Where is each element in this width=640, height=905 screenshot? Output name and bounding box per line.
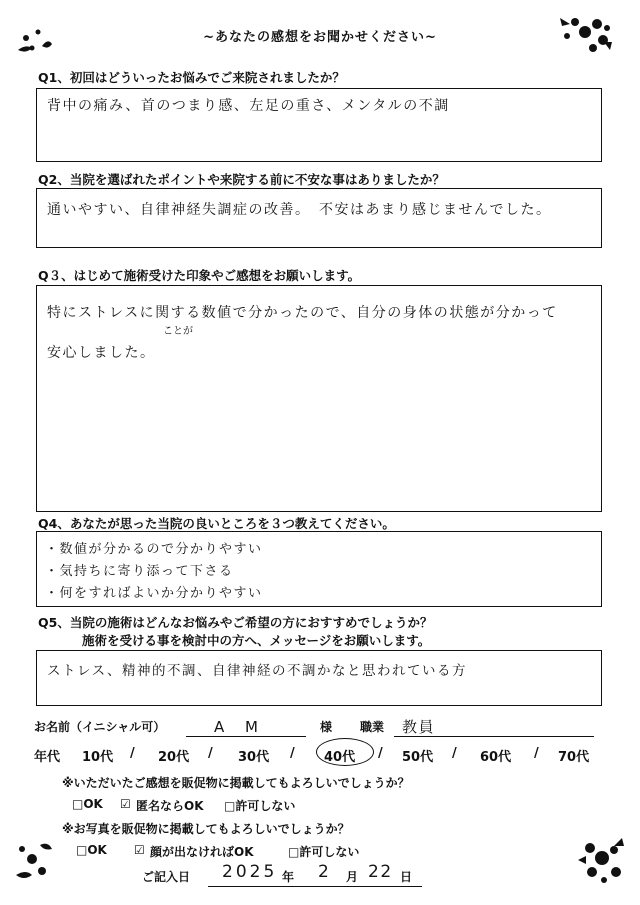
consent-2-question: ※お写真を販促物に掲載してもよろしいでしょうか？ [62,822,350,836]
question-1-answer-box[interactable] [36,88,602,162]
age-option-50[interactable]: 50代 [402,750,434,765]
name-label: お名前（イニシャル可） [34,720,166,734]
question-4-label: Q4、あなたが思った当院の良いところを３つ教えてください。 [38,516,395,531]
age-option-70[interactable]: 70代 [558,750,590,765]
consent-1-ok[interactable]: □OK [72,797,103,811]
age-option-10[interactable]: 10代 [82,750,114,765]
job-label: 職業 [360,720,385,734]
question-4-answer-2: ・気持ちに寄り添って下さる [45,564,234,579]
date-day-unit: 日 [400,870,413,884]
age-separator: / [208,746,213,761]
question-4-answer-3: ・何をすればよいか分かりやすい [45,586,263,601]
consent-2-ok[interactable]: □OK [76,843,107,857]
date-month: 2 [318,862,331,882]
question-5-label-2: 施術を受ける事を検討中の方へ、メッセージをお願いします。 [82,633,431,648]
consent-2-deny[interactable]: □許可しない [288,845,360,859]
consent-1-anonymous[interactable]: 匿名ならOK [136,799,204,813]
name-value: A M [214,718,266,736]
question-2-answer: 通いやすい、自律神経失調症の改善。 不安はあまり感じませんでした。 [47,202,552,218]
age-option-30[interactable]: 30代 [238,750,270,765]
question-4-answer-1: ・数値が分かるので分かりやすい [45,542,263,557]
consent-1-anonymous-checkbox[interactable]: ☑ [120,797,131,811]
date-year: 2025 [222,862,278,882]
question-5-answer-box[interactable] [36,650,602,706]
question-1-answer: 背中の痛み、首のつまり感、左足の重さ、メンタルの不調 [47,98,450,114]
age-separator: / [378,746,383,761]
date-year-unit: 年 [282,870,295,884]
age-separator: / [452,746,457,761]
consent-2-no-face[interactable]: 顔が出なければOK [150,845,254,859]
consent-1-question: ※いただいたご感想を販促物に掲載してもよろしいでしょうか？ [62,776,410,790]
flower-ornament-icon [572,828,632,888]
age-separator: / [130,746,135,761]
question-5-answer: ストレス、精神的不調、自律神経の不調かなと思われている方 [47,663,467,679]
page-title: ~あなたの感想をお聞かせください~ [203,30,437,45]
date-label: ご記入日 [142,870,191,884]
age-option-40[interactable]: 40代 [324,750,356,765]
name-field[interactable] [186,720,306,737]
question-3-answer-line-1: 特にストレスに関する数値で分かったので、自分の身体の状態が分かって [47,305,558,321]
question-4-answer-box[interactable] [36,531,602,607]
age-label: 年代 [34,750,61,765]
question-3-answer-box[interactable] [36,285,602,512]
age-separator: / [290,746,295,761]
date-day: 22 [368,862,393,882]
job-field[interactable] [394,720,594,737]
question-2-answer-box[interactable] [36,188,602,248]
consent-2-no-face-checkbox[interactable]: ☑ [134,843,145,857]
consent-1-deny[interactable]: □許可しない [224,799,296,813]
age-separator: / [534,746,539,761]
question-1-label: Q1、初回はどういったお悩みでご来院されましたか？ [38,70,345,85]
question-5-label: Q5、当院の施術はどんなお悩みやご希望の方におすすめでしょうか？ [38,615,433,630]
question-2-label: Q2、当院を選ばれたポイントや来院する前に不安な事はありましたか？ [38,172,445,187]
question-3-label: Q３、はじめて施術受けた印象やご感想をお願いします。 [38,268,361,283]
leaf-ornament-icon [12,835,57,885]
date-month-unit: 月 [346,870,359,884]
age-option-20[interactable]: 20代 [158,750,190,765]
question-3-answer-line-2: 安心しました。 [47,345,156,361]
question-3-insert: ことが [163,326,193,337]
name-suffix: 様 [320,720,333,734]
age-option-60[interactable]: 60代 [480,750,512,765]
job-value: 教員 [402,718,436,736]
